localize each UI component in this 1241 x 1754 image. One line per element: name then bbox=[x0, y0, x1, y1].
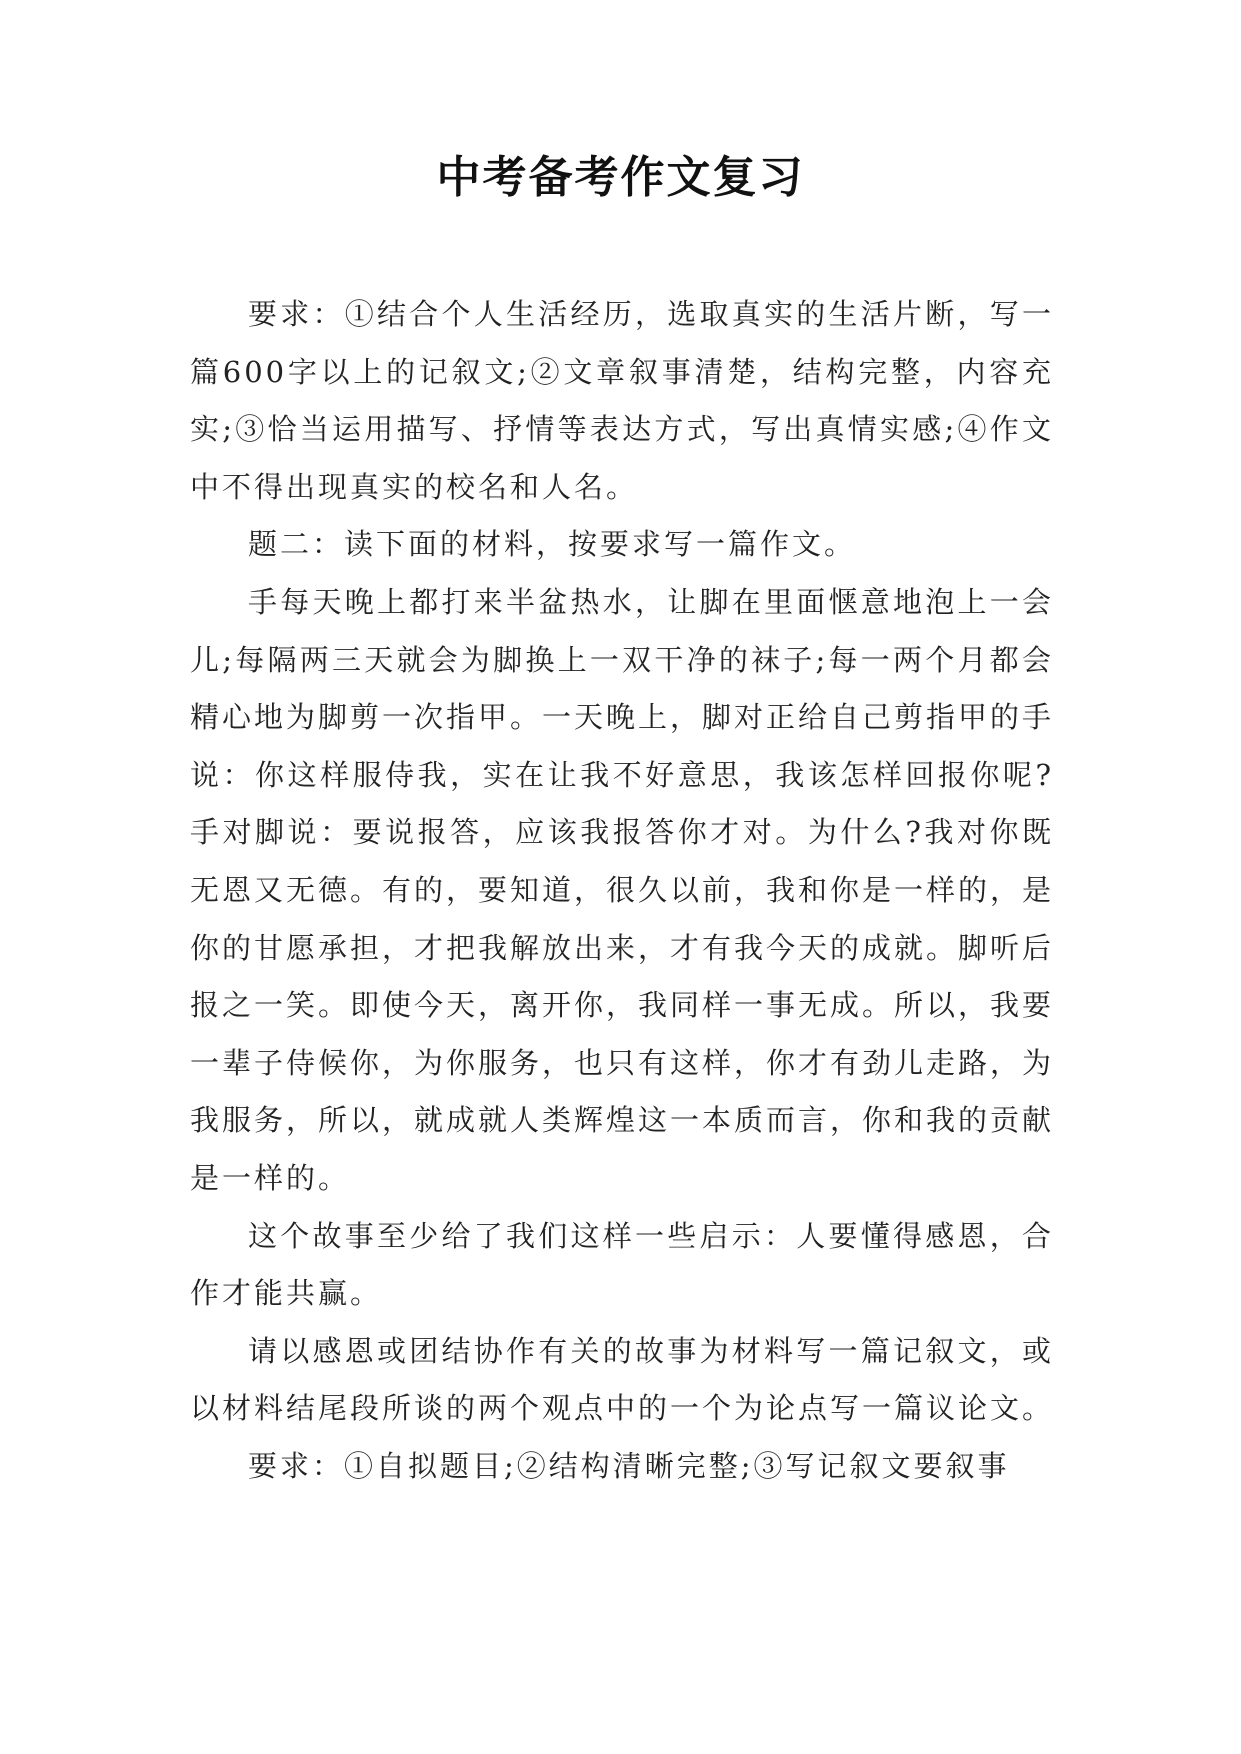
paragraph-requirements-two: 要求：①自拟题目;②结构清晰完整;③写记叙文要叙事 bbox=[248, 1448, 1010, 1483]
paragraph-requirements: 要求：①结合个人生活经历，选取真实的生活片断，写一篇600字以上的记叙文;②文章叙事清楚，结构完整，内容充实;③恰当运用描写、抒情等表达方式，写出真情实感;④作文中不得出现真实的校名和人名。 bbox=[190, 297, 1054, 504]
document-body bbox=[190, 286, 1054, 1495]
paragraph-insight: 这个故事至少给了我们这样一些启示：人要懂得感恩，合作才能共赢。 bbox=[190, 1218, 1054, 1311]
paragraph-topic-two: 题二：读下面的材料，按要求写一篇作文。 bbox=[248, 527, 857, 562]
paragraph-instruction: 请以感恩或团结协作有关的故事为材料写一篇记叙文，或以材料结尾段所谈的两个观点中的一个为论点写一篇议论文。 bbox=[190, 1333, 1055, 1426]
paragraph-story: 手每天晚上都打来半盆热水，让脚在里面惬意地泡上一会儿;每隔两三天就会为脚换上一双干净的袜子;每一两个月都会精心地为脚剪一次指甲。一天晚上，脚对正给自己剪指甲的手说：你这样服侍我，实在让我不好意思，我该怎样回报你呢?手对脚说：要说报答，应该我报答你才对。为什么?我对你既无恩又无德。有的，要知道，很久以前，我和你是一样的，是你的甘愿承担，才把我解放出来，才有我今天的成就。脚听后报之一笑。即使今天，离开你，我同样一事无成。所以，我要一辈子侍候你，为你服务，也只有这样，你才有劲儿走路，为我服务，所以，就成就人类辉煌这一本质而言，你和我的贡献是一样的。 bbox=[190, 584, 1055, 1195]
document-title: 中考备考作文复习 bbox=[436, 152, 805, 203]
